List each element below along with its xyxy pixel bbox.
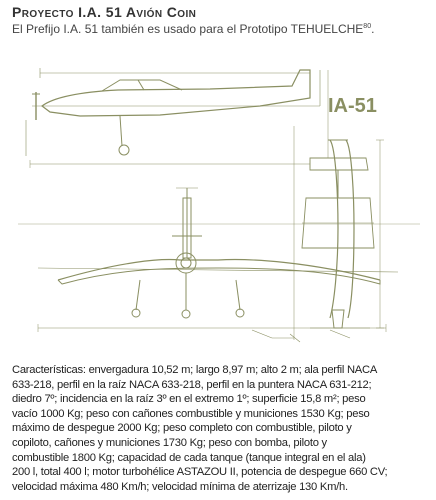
specs-line: velocidad máxima 480 Km/h; velocidad mínima de aterrizaje 130 Km/h. xyxy=(12,480,348,493)
specs-line: combustible 1800 Kg; capacidad de cada tanque (tanque integral en el ala) xyxy=(12,451,366,464)
subtitle: El Prefijo I.A. 51 también es usado para el Prototipo TEHUELCHE$^{80}$. xyxy=(12,22,375,36)
specs-line: 633-218, perfil en la raíz NACA 633-218, perfil en la puntera NACA 631-212; xyxy=(12,378,372,391)
subtitle-superscript: 80 xyxy=(363,23,372,30)
specs-line: 200 l, total 400 l; motor turbohélice ASTAZOU II, potencia de despegue 660 CV; xyxy=(12,466,388,479)
specs-line: Características: envergadura 10,52 m; largo 8,97 m; alto 2 m; ala perfil NACA xyxy=(12,364,378,376)
subtitle-text: El Prefijo I.A. 51 también es usado para el Prototipo TEHUELCHE xyxy=(12,22,364,36)
specs-line: diedro 7º; incidencia en la raíz 3º en el extremo 1º; superficie 15,8 m²; peso xyxy=(12,393,366,406)
specs-line: vacío 1000 Kg; peso con cañones combustible y municiones 1530 Kg; peso xyxy=(12,407,370,420)
side-view xyxy=(26,68,328,168)
specs-line: máximo de despegue 2000 Kg; peso completo con combustible, piloto y xyxy=(12,422,352,435)
page-title: Proyecto I.A. 51 Avión Coin xyxy=(12,4,197,20)
drawing-label: IA-51 xyxy=(328,95,377,117)
specifications xyxy=(12,363,426,494)
top-view xyxy=(294,126,384,340)
front-view xyxy=(38,188,398,342)
three-view-drawing xyxy=(10,48,426,348)
specs-line: copiloto, cañones y municiones 1730 Kg; peso con bomba, piloto y xyxy=(12,436,327,449)
